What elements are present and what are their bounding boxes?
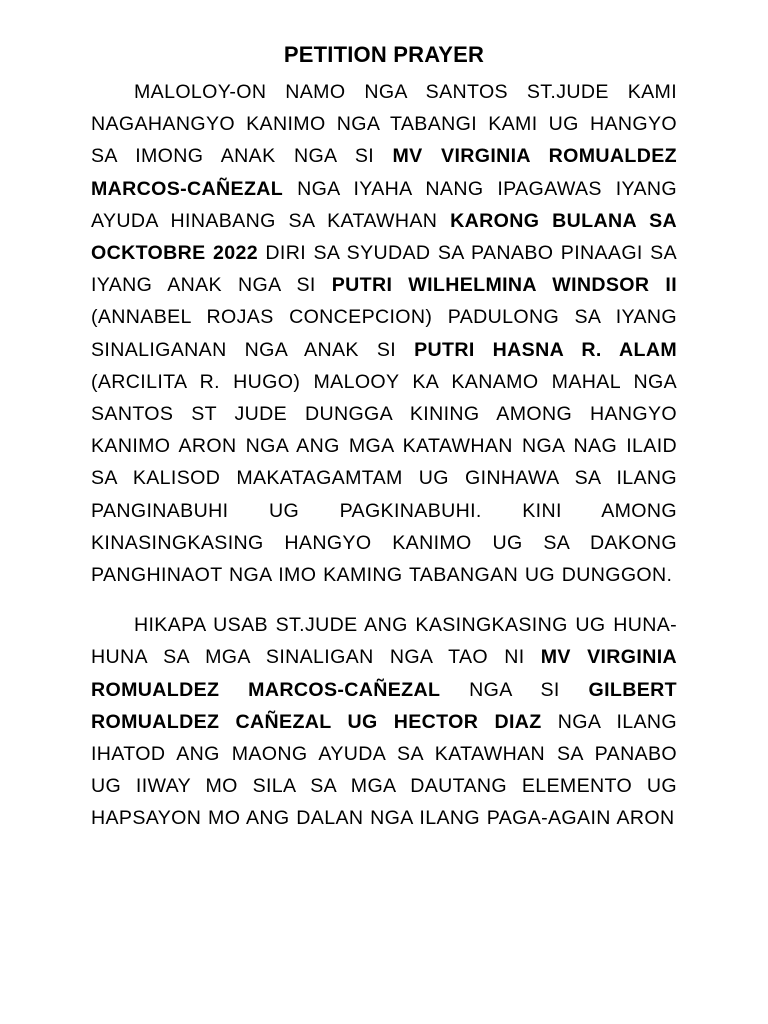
text-run: (ARCILITA R. HUGO) MALOOY KA KANAMO MAHAL NGA SANTOS ST JUDE DUNGGA KINING AMONG HANGYO KANIMO ARON NGA ANG MGA KATAWHAN NGA NAG ILAID SA KALISOD MAKATAGAMTAM UG GINHAWA SA ILANG PANGINABUHI UG PAGKINABUHI. KINI AMONG KINASINGKASING HANGYO KANIMO UG SA DAKONG PANGHINAOT NGA IMO KAMING TABANGAN UG DUNGGON.	[91, 370, 677, 587]
text-run: HIKAPA USAB ST.JUDE ANG KASINGKASING UG HUNA-HUNA SA MGA SINALIGAN NGA TAO NI	[91, 614, 677, 669]
text-run: NGA SI	[440, 678, 589, 701]
document-title: PETITION PRAYER	[283, 42, 485, 67]
document-page	[91, 38, 677, 835]
bold-text-run: MV VIRGINIA ROMUALDEZ MARCOS-CAÑEZAL	[91, 145, 677, 200]
paragraph-1	[91, 76, 677, 591]
text-run: (ANNABEL ROJAS CONCEPCION) PADULONG SA IYANG SINALIGANAN NGA ANAK SI	[91, 306, 677, 361]
bold-text-run: MV VIRGINIA ROMUALDEZ MARCOS-CAÑEZAL	[91, 646, 677, 701]
bold-text-run: GILBERT ROMUALDEZ CAÑEZAL UG HECTOR DIAZ	[91, 678, 677, 733]
paragraph-2	[91, 609, 677, 834]
bold-text-run: PUTRI HASNA R. ALAM	[414, 338, 677, 361]
text-run: NGA ILANG IHATOD ANG MAONG AYUDA SA KATAWHAN SA PANABO UG IIWAY MO SILA SA MGA DAUTANG ELEMENTO UG HAPSAYON MO ANG DALAN NGA ILANG PAGA-AGAIN ARON	[91, 710, 677, 830]
bold-text-run: PUTRI WILHELMINA WINDSOR II	[331, 274, 677, 297]
bold-text-run: KARONG BULANA SA OCKTOBRE 2022	[91, 209, 677, 265]
text-run: DIRI SA SYUDAD SA PANABO PINAAGI SA IYANG ANAK NGA SI	[91, 242, 677, 297]
text-run: MALOLOY-ON NAMO NGA SANTOS ST.JUDE KAMI NAGAHANGYO KANIMO NGA TABANGI KAMI UG HANGYO SA IMONG ANAK NGA SI	[91, 81, 677, 168]
text-run: NGA IYAHA NANG IPAGAWAS IYANG AYUDA HINABANG SA KATAWHAN	[91, 177, 677, 232]
